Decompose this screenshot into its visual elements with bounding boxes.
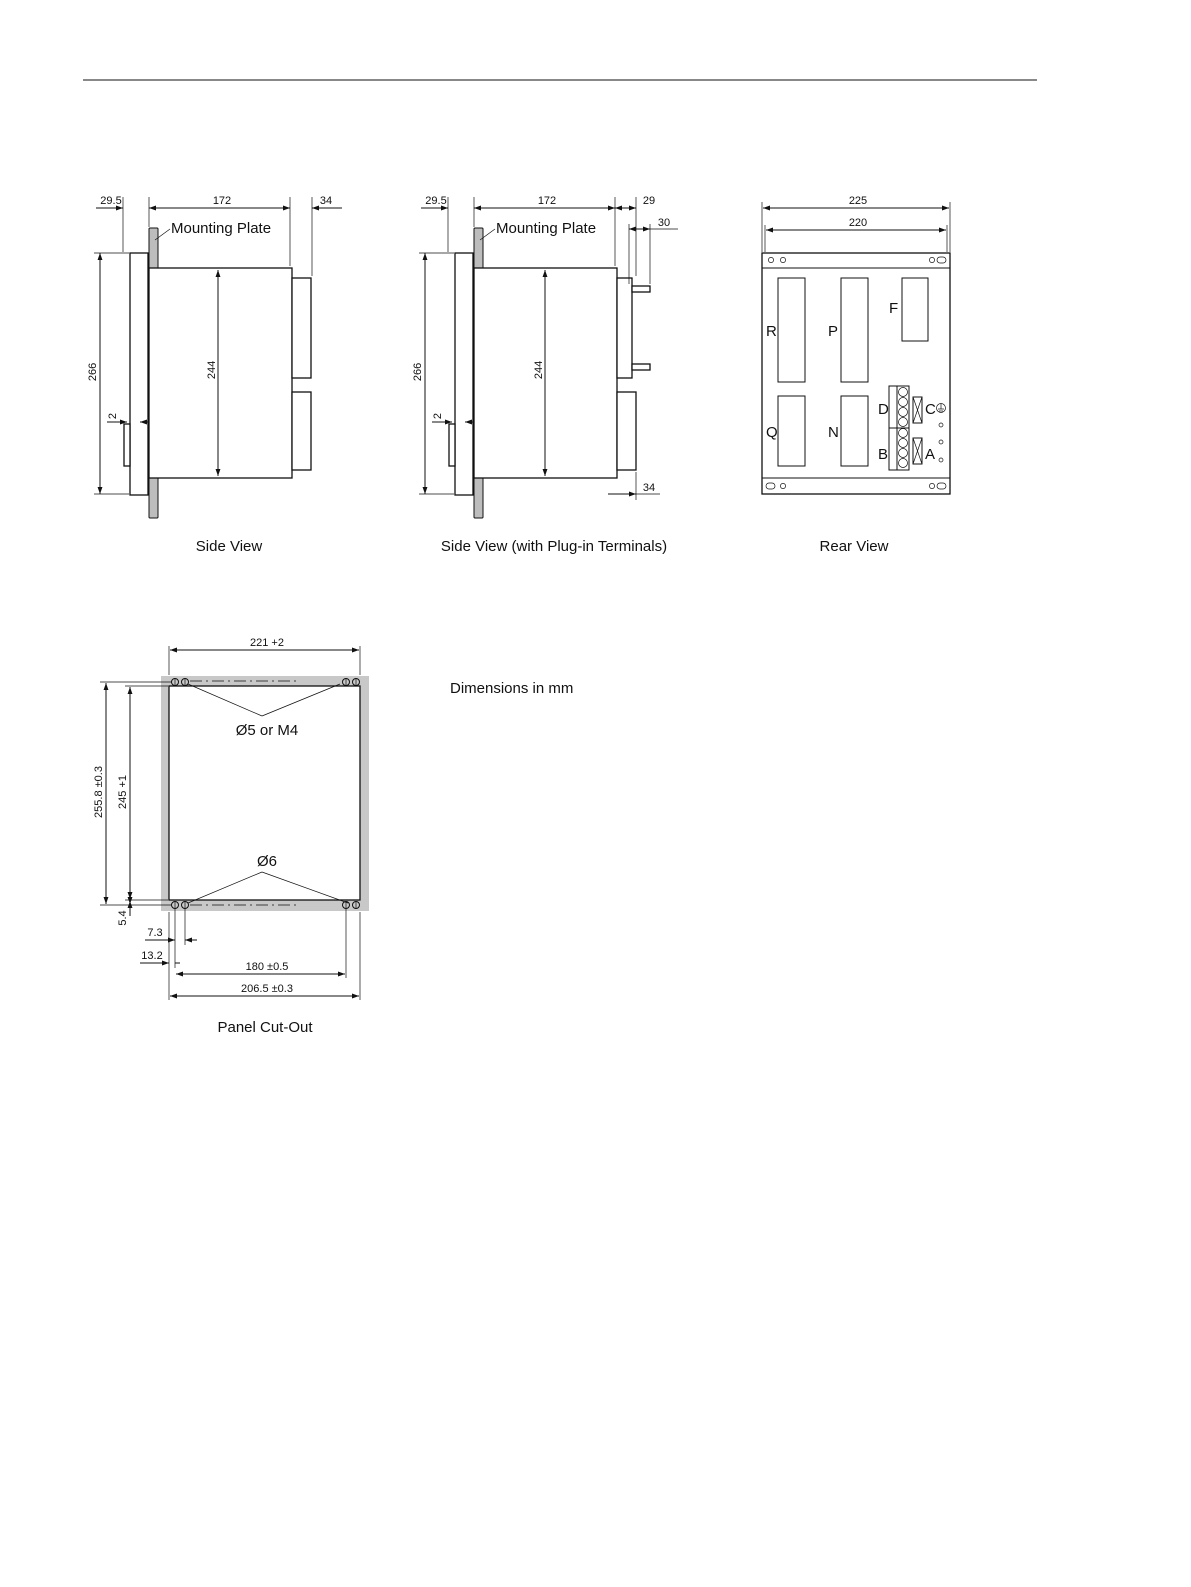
dim-depth-case: 172 [212, 195, 232, 207]
mounting-plate-label: Mounting Plate [171, 220, 272, 237]
terminal-block-upper [292, 278, 311, 378]
plug-pin-lower [632, 364, 650, 370]
dim-height-inner: 245 +1 [117, 775, 129, 809]
front-panel [130, 253, 148, 495]
dim-hole-spacing: 180 ±0.5 [245, 961, 289, 973]
dim-depth-front: 29.5 [100, 195, 122, 207]
dim-depth-case: 172 [537, 195, 557, 207]
dim-height-total: 266 [412, 362, 424, 382]
dim-depth-front: 29.5 [425, 195, 447, 207]
dim-width-outer: 225 [848, 195, 868, 207]
rear-view-caption: Rear View [819, 538, 889, 555]
dim-height-case: 244 [206, 360, 218, 380]
case-body [149, 268, 292, 478]
slot-label-d: D [878, 401, 889, 418]
front-knob [449, 424, 455, 466]
terminal-block-lower [292, 392, 311, 470]
slot-label-b: B [878, 446, 889, 463]
plug-pin-upper [632, 286, 650, 292]
dim-top-width: 221 +2 [250, 637, 284, 649]
dim-offset-7-3: 7.3 [147, 927, 163, 939]
side-view-caption: Side View [195, 538, 263, 555]
rear-view [762, 195, 950, 555]
dim-depth-terminal: 34 [642, 482, 656, 494]
side-view-plug-in [412, 195, 678, 555]
units-note: Dimensions in mm [450, 680, 574, 697]
dim-overall-width: 206.5 ±0.3 [241, 983, 293, 995]
dim-depth-terminal: 34 [319, 195, 333, 207]
dim-offset-13-2: 13.2 [141, 950, 163, 962]
side-view-plug-in-caption: Side View (with Plug-in Terminals) [440, 538, 668, 555]
hole-label-bottom: Ø6 [256, 853, 278, 870]
front-knob [124, 424, 130, 466]
plug-block-upper [617, 278, 632, 378]
slot-label-a: A [925, 446, 936, 463]
terminal-block-lower [617, 392, 636, 470]
mounting-plate-label: Mounting Plate [496, 220, 597, 237]
dim-height-case: 244 [533, 360, 545, 380]
panel-cut-out-caption: Panel Cut-Out [217, 1019, 313, 1036]
hole-label-top: Ø5 or M4 [235, 722, 299, 739]
dim-width-inner: 220 [848, 217, 868, 229]
dim-thickness: 2 [432, 412, 444, 420]
slot-label-c: C [925, 401, 936, 418]
slot-label-q: Q [766, 424, 778, 441]
front-panel [455, 253, 473, 495]
dim-depth-pin: 30 [657, 217, 671, 229]
dim-depth-plug: 29 [642, 195, 656, 207]
slot-label-r: R [766, 323, 777, 340]
side-view [87, 195, 342, 555]
slot-label-f: F [889, 300, 899, 317]
dim-height-total: 266 [87, 362, 99, 382]
panel-cut-out [93, 637, 369, 1036]
dim-edge-5-4: 5.4 [117, 910, 129, 926]
slot-label-p: P [828, 323, 839, 340]
dim-height-outer: 255.8 ±0.3 [93, 766, 105, 818]
dim-thickness: 2 [107, 412, 119, 420]
slot-label-n: N [828, 424, 839, 441]
